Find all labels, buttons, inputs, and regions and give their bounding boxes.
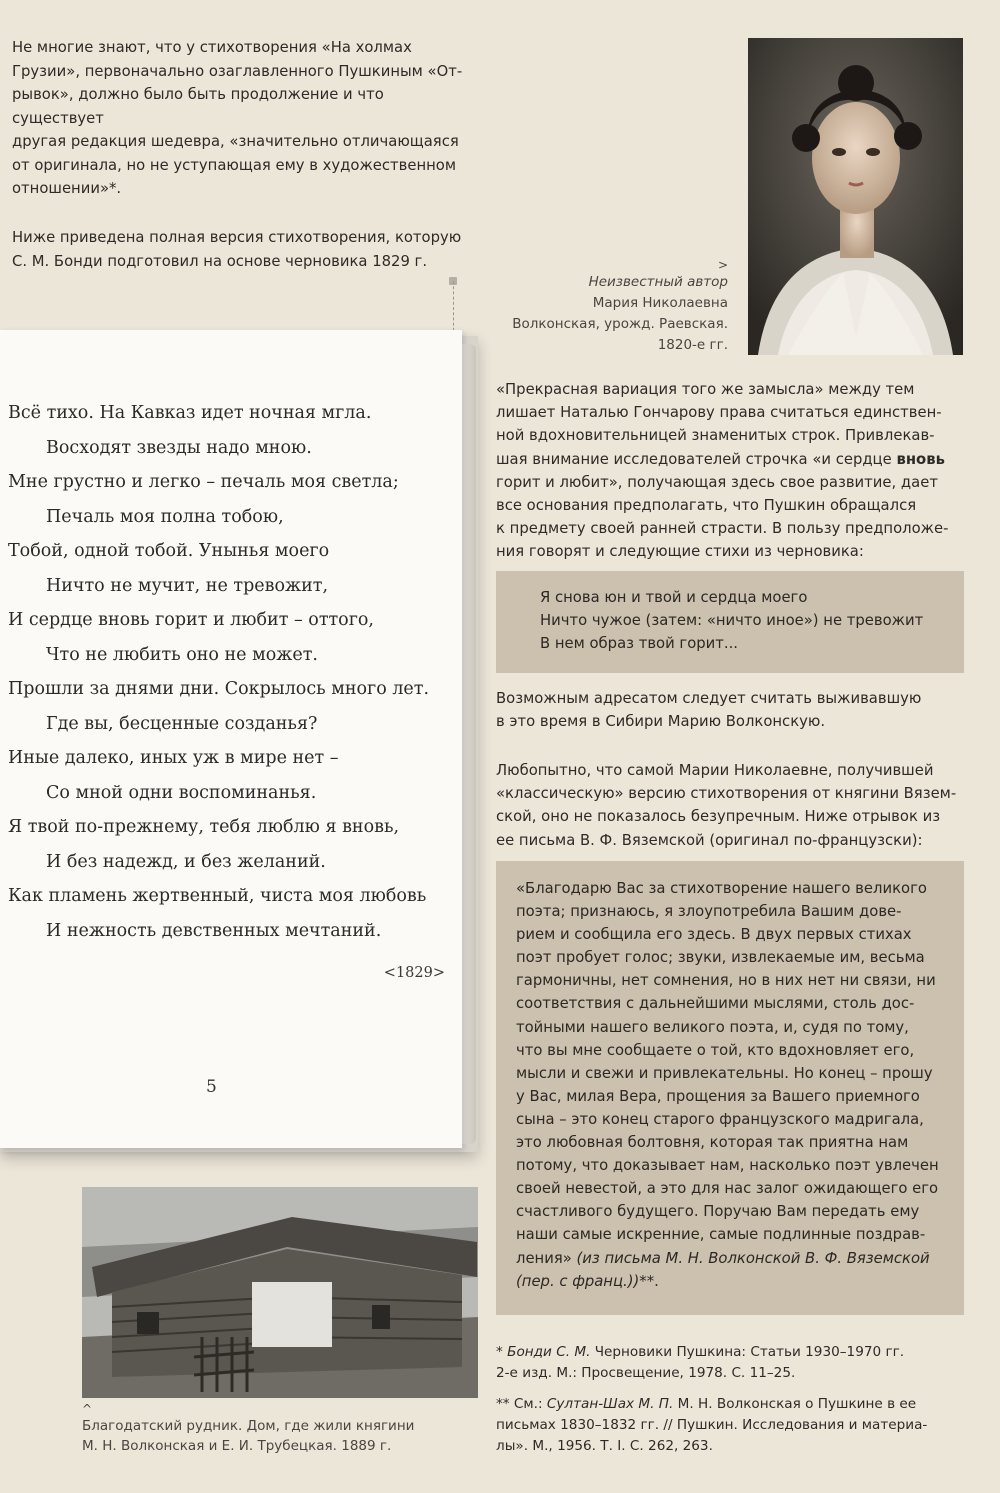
poem-line: Тобой, одной тобой. Унынья моего <box>8 541 330 561</box>
poem-line: Иные далеко, иных уж в мире нет – <box>8 748 339 768</box>
page-number: 5 <box>206 1077 217 1097</box>
poem-line: Печаль моя полна тобою, <box>46 506 284 527</box>
draft-quote-box: Я снова юн и твой и сердца моего Ничто чужое (затем: «ничто иное») не тревожит В нем образ твой горит... <box>496 571 964 673</box>
poem-line: Восходят звезды надо мною. <box>46 437 312 458</box>
poem-line: Со мной одни воспоминанья. <box>46 782 317 803</box>
poem-line: Что не любить оно не может. <box>46 644 318 665</box>
book-page-edge <box>460 344 476 1144</box>
emphasis-word: вновь <box>896 450 945 468</box>
poem-line: Я твой по-прежнему, тебя люблю я вновь, <box>8 817 400 837</box>
poem-year: <1829> <box>383 965 445 981</box>
poem-line: Ничто не мучит, не тревожит, <box>46 575 329 596</box>
caption-arrow-icon: > <box>717 258 728 272</box>
intro-paragraph-2: Ниже приведена полная версия стихотворения, которую С. М. Бонди подготовил на основе черновика 1829 г. <box>12 229 462 270</box>
portrait-caption: > Неизвестный автор Мария Николаевна Волконская, урожд. Раевская. 1820-е гг. <box>512 258 728 353</box>
intro-paragraph: Не многие знают, что у стихотворения «На холмах Грузии», первоначально озаглавленного Пушкиным «От- рывок», должно было быть продолжение и что существует другая редакция шедевра, «значительно отличающаяся от оригинала, но не уступающая ему в художественном отношении»*. <box>12 39 463 197</box>
body-paragraph: «Прекрасная вариация того же замысла» между тем лишает Наталью Гончарову права считаться единствен- ной вдохновительницей знаменитых строк. Привлекав- шая внимание исследователей строчка «и сердце вновь горит и любит», получающая здесь свое развитие, дает все основания предполагать, что Пушкин обращался к предмету своей ранней страсти. В пользу предположе- ния говорят и следующие стихи из черновика: <box>496 381 949 561</box>
house-caption: ^ Благодатский рудник. Дом, где жили княгини М. Н. Волконская и Е. И. Трубецкая. 1889 г. <box>82 1402 462 1456</box>
letter-quote-box: «Благодарю Вас за стихотворение нашего великого поэта; признаюсь, я злоупотребила Вашим дове- рием и сообщила его здесь. В двух первых стихах поэт пробует голос; звуки, извлекаемые им, весьма гармоничны, нет сомнения, но в них нет ни связи, ни соответствия с дальнейшими мыслями, столь дос- тойными нашего великого поэта, и, судя по тому, что вы мне сообщаете о той, кто вдохновляет его, мысли и свежи и привлекательны. Но конец – прошу у Вас, милая Вера, прощения за Вашего приемного сына – это конец старого французского мадригала, это любовная болтовня, которая так приятна нам потому, что доказывает нам, насколько поэт увлечен своей невестой, а это для нас залог ожидающего его счастливого будущего. Поручаю Вам передать ему наши самые искренние, самые подлинные поздрав- ления» (из письма М. Н. Волконской В. Ф. Вяземской (пер. с франц.))**. <box>496 861 964 1315</box>
poem-line: Мне грустно и легко – печаль моя светла; <box>8 472 399 492</box>
house-photo <box>82 1187 478 1398</box>
caption-arrow-icon: ^ <box>82 1402 93 1416</box>
poem-line: Где вы, бесценные созданья? <box>46 713 318 734</box>
poem-line: И без надежд, и без желаний. <box>46 851 326 872</box>
poem-line: И нежность девственных мечтаний. <box>46 920 382 941</box>
poem <box>8 396 448 948</box>
footnote-1: * Бонди С. М. Черновики Пушкина: Статьи 1930–1970 гг. 2-е изд. М.: Просвещение, 1978. С. 11–25. <box>496 1344 905 1381</box>
footnote-2: ** См.: Султан-Шах М. П. М. Н. Волконская о Пушкине в ее письмах 1830–1832 гг. // Пушкин. Исследования и материа- лы». М., 1956. Т. I. С. 262, 263. <box>496 1396 928 1454</box>
poem-line: Как пламень жертвенный, чиста моя любовь <box>8 886 427 906</box>
poem-line: И сердце вновь горит и любит – оттого, <box>8 610 374 630</box>
poem-line: Прошли за днями дни. Сокрылось много лет. <box>8 679 430 699</box>
body-paragraph: Возможным адресатом следует считать выживавшую в это время в Сибири Марию Волконскую. <box>496 690 922 731</box>
poem-line: Всё тихо. На Кавказ идет ночная мгла. <box>8 403 372 423</box>
body-paragraph: Любопытно, что самой Марии Николаевне, получившей «классическую» версию стихотворения от княгини Вязем- ской, оно не показалось безупречным. Ниже отрывок из ее письма В. Ф. Вяземской (оригинал по-французски): <box>496 762 957 849</box>
portrait-image <box>748 38 963 355</box>
connector-line <box>453 281 454 336</box>
